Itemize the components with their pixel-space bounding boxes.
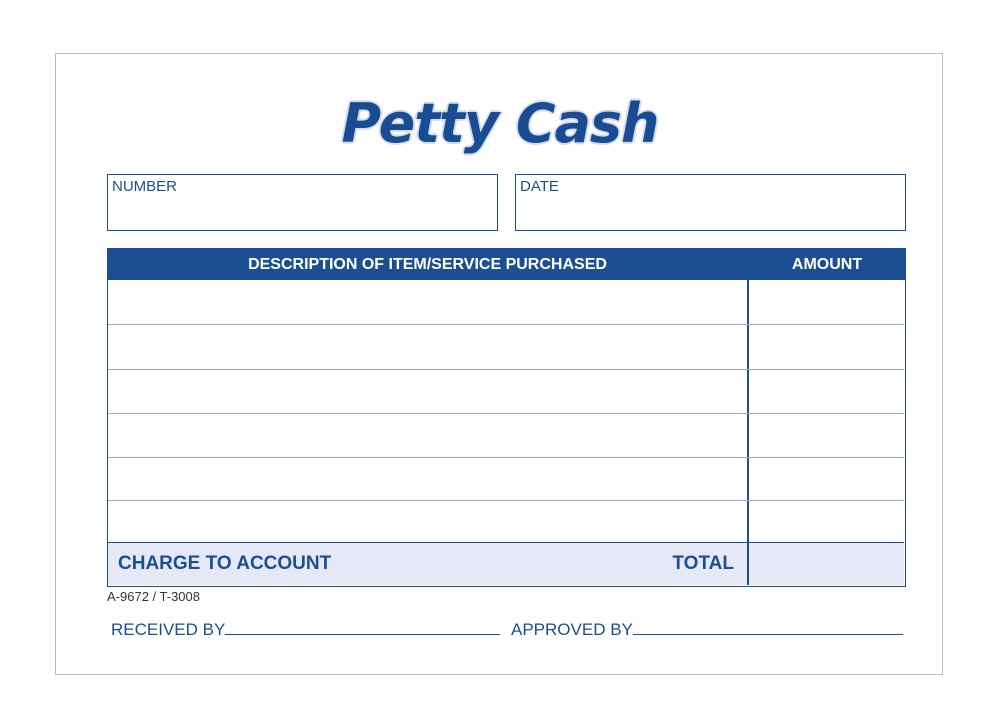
row-divider <box>108 457 904 458</box>
totals-row <box>108 542 904 585</box>
received-by-line[interactable] <box>225 619 500 635</box>
date-label: DATE <box>520 178 559 195</box>
received-by-label: RECEIVED BY <box>111 620 226 639</box>
form-title: Petty Cash <box>341 92 659 155</box>
column-divider <box>747 249 749 585</box>
number-label: NUMBER <box>112 178 178 195</box>
description-column-header: DESCRIPTION OF ITEM/SERVICE PURCHASED <box>108 249 747 280</box>
items-table <box>107 248 906 587</box>
row-divider <box>108 413 904 414</box>
row-divider <box>108 500 904 501</box>
amount-column-header: AMOUNT <box>749 249 905 280</box>
received-by-signature[interactable] <box>111 619 500 640</box>
charge-to-account-label: CHARGE TO ACCOUNT <box>118 553 332 574</box>
row-divider <box>108 324 904 325</box>
approved-by-label: APPROVED BY <box>511 620 633 639</box>
number-field[interactable] <box>107 174 498 231</box>
approved-by-line[interactable] <box>633 619 903 635</box>
form-code: A-9672 / T-3008 <box>107 589 200 604</box>
total-divider <box>747 543 749 585</box>
approved-by-signature[interactable] <box>511 619 903 640</box>
row-divider <box>108 369 904 370</box>
date-field[interactable] <box>515 174 906 231</box>
total-label: TOTAL <box>672 553 734 574</box>
